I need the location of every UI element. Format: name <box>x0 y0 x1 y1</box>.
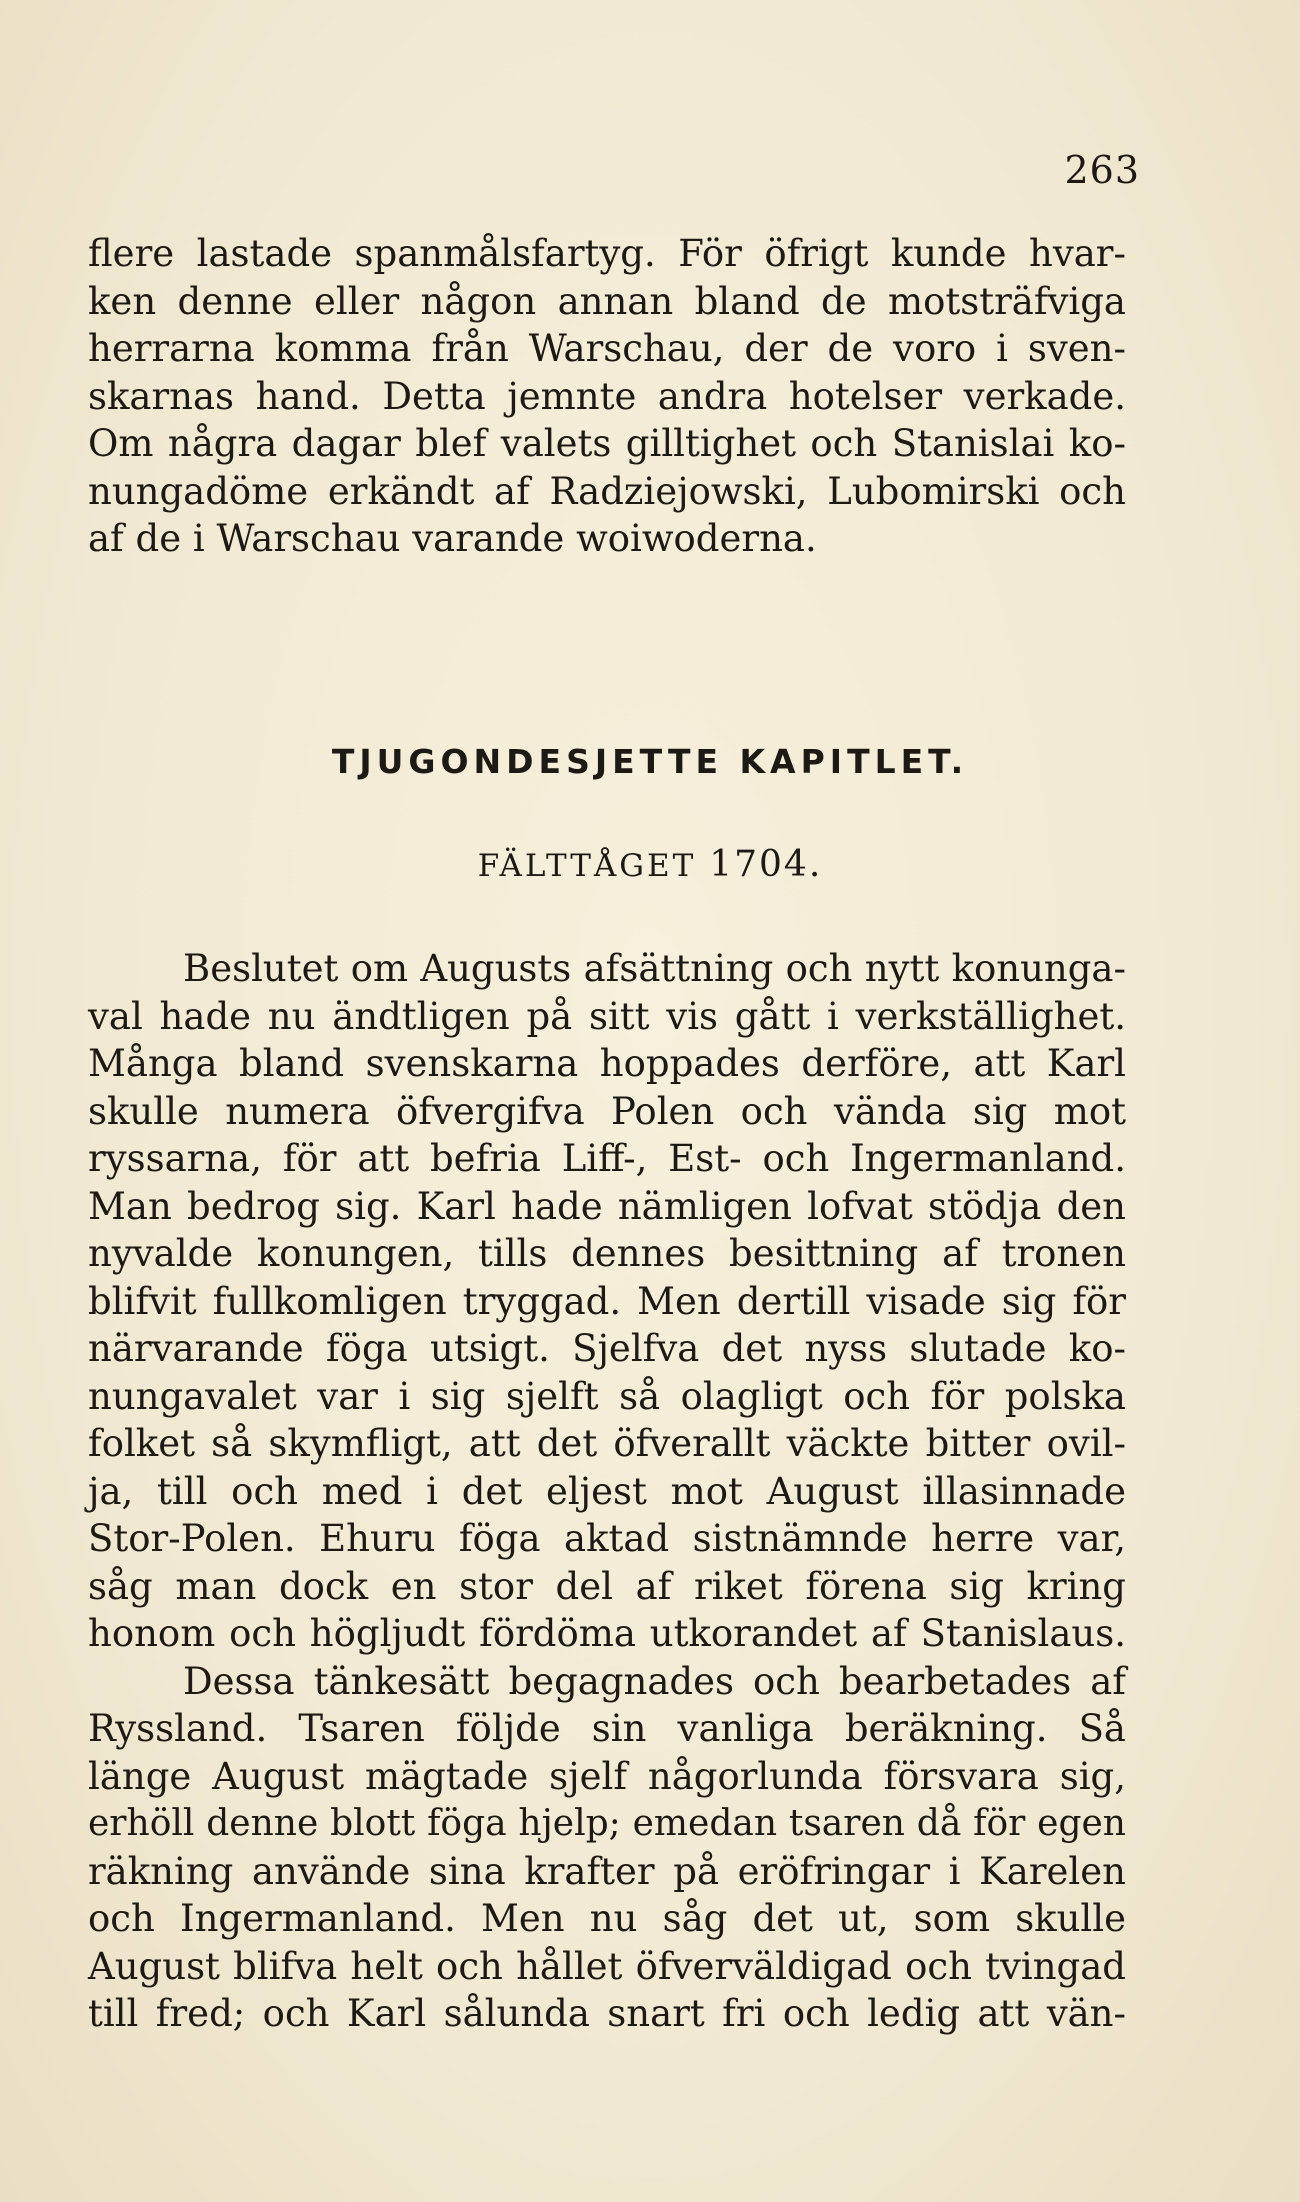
text-line: till fred; och Karl sålunda snart fri och ledig att vän- <box>88 1992 1126 2035</box>
text-line: ken denne eller någon annan bland de motsträfviga <box>88 279 1126 323</box>
text-line: Om några dagar blef valets gilltighet och Stanislai ko- <box>88 422 1126 465</box>
text-line: val hade nu ändtligen på sitt vis gått i verkställighet. <box>88 994 1126 1038</box>
text-line: såg man dock en stor del af riket förena sig kring <box>88 1564 1126 1608</box>
text-line: Stor-Polen. Ehuru föga aktad sistnämnde herre var, <box>88 1517 1126 1560</box>
paragraph-top <box>88 230 1126 563</box>
chapter-title: TJUGONDESJETTE KAPITLET. <box>331 742 969 781</box>
page-number: 263 <box>1064 148 1140 192</box>
text-line: nungavalet var i sig sjelft så olagligt och för polska <box>88 1374 1126 1418</box>
text-line: Många bland svenskarna hoppades derföre, att Karl <box>88 1042 1126 1085</box>
text-line: närvarande föga utsigt. Sjelfva det nyss slutade ko- <box>88 1327 1126 1370</box>
text-line: räkning använde sina krafter på eröfringar i Karelen <box>88 1849 1126 1893</box>
text-line: flere lastade spanmålsfartyg. För öfrigt kunde hvar- <box>88 232 1126 275</box>
text-line: af de i Warschau varande woiwoderna. <box>88 517 817 560</box>
text-line: honom och högljudt fördöma utkorandet af Stanislaus. <box>88 1612 1126 1655</box>
text-line: Dessa tänkesätt begagnades och bearbetades af <box>183 1659 1126 1703</box>
text-line: erhöll denne blott föga hjelp; emedan tsaren då för egen <box>88 1803 1126 1844</box>
paragraph-body <box>88 945 1126 2038</box>
text-line: nyvalde konungen, tills dennes besittning af tronen <box>88 1232 1126 1275</box>
text-line: ja, till och med i det eljest mot August illasinnade <box>88 1469 1126 1513</box>
text-line: herrarna komma från Warschau, der de voro i sven- <box>88 327 1126 370</box>
text-line: ryssarna, för att befria Liff-, Est- och Ingermanland. <box>88 1137 1126 1180</box>
text-line: länge August mägtade sjelf någorlunda försvara sig, <box>88 1754 1126 1798</box>
chapter-subtitle <box>0 844 1300 885</box>
text-line: Beslutet om Augusts afsättning och nytt konunga- <box>183 947 1126 990</box>
text-line: Man bedrog sig. Karl hade nämligen lofvat stödja den <box>88 1184 1126 1228</box>
text-line: August blifva helt och hållet öfverväldigad och tvingad <box>88 1944 1126 1988</box>
text-line: Ryssland. Tsaren följde sin vanliga beräkning. Så <box>88 1707 1126 1750</box>
text-line: blifvit fullkomligen tryggad. Men dertill visade sig för <box>88 1279 1126 1323</box>
text-line: och Ingermanland. Men nu såg det ut, som skulle <box>88 1897 1126 1940</box>
text-line: skarnas hand. Detta jemnte andra hotelser verkade. <box>88 374 1126 418</box>
chapter-year: 1704. <box>709 844 823 885</box>
text-line: skulle numera öfvergifva Polen och vända sig mot <box>88 1089 1126 1133</box>
chapter-subtitle-text: FÄLTTÅGET <box>477 848 697 884</box>
text-line: nungadöme erkändt af Radziejowski, Lubomirski och <box>88 469 1126 513</box>
text-line: folket så skymfligt, att det öfverallt väckte bitter ovil- <box>88 1422 1126 1465</box>
